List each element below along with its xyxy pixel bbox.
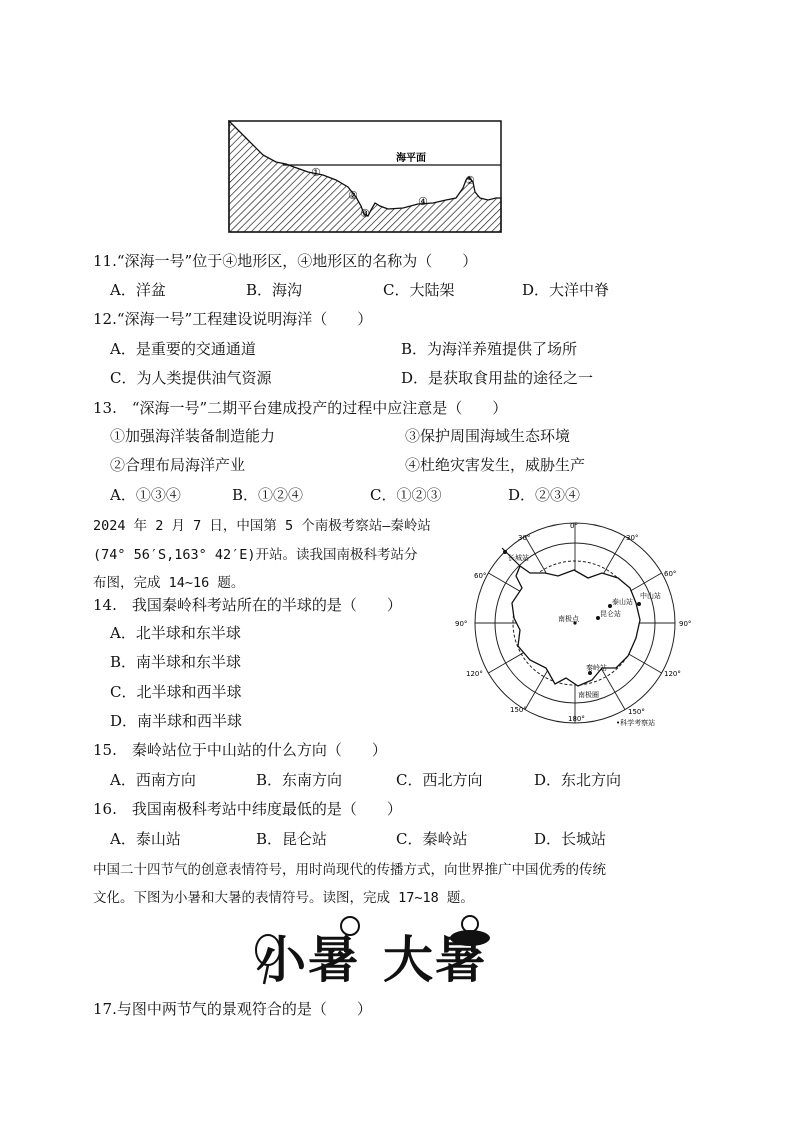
antarctica-outline — [512, 566, 640, 686]
lon-label-90w: 90° — [455, 620, 468, 628]
q16-option-d[interactable]: D．长城站 — [534, 830, 607, 848]
q14-option-b[interactable]: B．南半球和东半球 — [110, 653, 242, 671]
intro17-line-2: 文化。下图为小暑和大暑的表情符号。读图，完成 17~18 题。 — [93, 890, 474, 906]
lon-label-120e: 120° — [664, 670, 681, 678]
q12-option-a[interactable]: A．是重要的交通通道 — [110, 340, 256, 358]
taishan-station-label: 泰山站 — [612, 598, 633, 606]
q13-statement-2: ②合理布局海洋产业 — [110, 456, 246, 474]
intro17-line-1: 中国二十四节气的创意表情符号，用时尚现代的传播方式，向世界推广中国优秀的传统 — [93, 862, 606, 878]
q16-option-b[interactable]: B．昆仑站 — [256, 830, 328, 848]
antarctic-stations-map — [450, 518, 700, 730]
zhongshan-station-label: 中山站 — [640, 592, 661, 600]
q12-option-c[interactable]: C．为人类提供油气资源 — [110, 369, 272, 387]
q12-stem: 12.“深海一号”工程建设说明海洋（ ） — [93, 310, 373, 328]
solar-terms-emoji-image — [248, 912, 498, 988]
q13-stem: 13. “深海一号”二期平台建成投产的过程中应注意是（ ） — [93, 399, 508, 417]
zhongshan-station-dot — [637, 602, 641, 606]
intro14-line-3: 布图，完成 14~16 题。 — [93, 575, 245, 591]
q16-option-a[interactable]: A．泰山站 — [110, 830, 181, 848]
q15-option-c[interactable]: C．西北方向 — [396, 771, 483, 789]
q16-option-c[interactable]: C．秦岭站 — [396, 830, 468, 848]
q11-option-c[interactable]: C．大陆架 — [383, 281, 455, 299]
q11-stem: 11.“深海一号”位于④地形区，④地形区的名称为（ ） — [93, 252, 478, 270]
marker-4: ④ — [418, 195, 428, 208]
q16-stem: 16. 我国南极科考站中纬度最低的是（ ） — [93, 800, 402, 818]
q14-option-a[interactable]: A．北半球和东半球 — [110, 624, 241, 642]
q15-option-d[interactable]: D．东北方向 — [534, 771, 622, 789]
q12-option-b[interactable]: B．为海洋养殖提供了场所 — [401, 340, 578, 358]
q14-option-c[interactable]: C．北半球和西半球 — [110, 683, 242, 701]
south-pole-label: 南极点 — [558, 615, 579, 623]
marker-5: ⑤ — [465, 174, 475, 187]
q14-option-d[interactable]: D．南半球和西半球 — [110, 712, 243, 730]
dashu-label: 大暑 — [383, 931, 487, 989]
lon-label-120w: 120° — [466, 670, 483, 678]
sea-level-label: 海平面 — [396, 153, 426, 164]
ocean-floor-profile-diagram — [228, 120, 502, 233]
q15-option-a[interactable]: A．西南方向 — [110, 771, 196, 789]
q14-stem: 14. 我国秦岭科考站所在的半球的是（ ） — [93, 596, 402, 614]
lon-label-150e: 150° — [628, 708, 645, 716]
q13-option-a[interactable]: A．①③④ — [110, 486, 181, 504]
q11-option-d[interactable]: D．大洋中脊 — [522, 281, 610, 299]
q15-option-b[interactable]: B．东南方向 — [256, 771, 343, 789]
map-legend: •科学考察站 — [616, 719, 656, 727]
q13-option-b[interactable]: B．①②④ — [232, 486, 304, 504]
xiaoshu-label: 小暑 — [256, 931, 360, 989]
q11-option-b[interactable]: B．海沟 — [246, 281, 303, 299]
q13-statement-4: ④杜绝灾害发生，威胁生产 — [405, 456, 586, 474]
q15-stem: 15. 秦岭站位于中山站的什么方向（ ） — [93, 741, 387, 759]
intro14-line-2: (74° 56′S,163° 42′E)开站。读我国南极科考站分 — [93, 547, 418, 563]
lon-label-60e: 60° — [664, 570, 677, 578]
changcheng-station-label: 长城站 — [508, 554, 529, 562]
lon-label-0: 0° — [570, 522, 578, 530]
q12-option-d[interactable]: D．是获取食用盐的途径之一 — [401, 369, 594, 387]
antarctic-circle-label: 南极圈 — [578, 691, 599, 699]
q13-option-d[interactable]: D．②③④ — [508, 486, 581, 504]
lon-label-150w: 150° — [510, 706, 527, 714]
lon-label-30e: 30° — [626, 534, 639, 542]
intro14-line-1: 2024 年 2 月 7 日，中国第 5 个南极考察站—秦岭站 — [93, 518, 431, 534]
kunlun-station-label: 昆仑站 — [600, 610, 621, 618]
q13-option-c[interactable]: C．①②③ — [370, 486, 442, 504]
marker-3: ③ — [360, 207, 370, 220]
lon-label-30w: 30° — [518, 534, 531, 542]
q13-statement-3: ③保护周围海域生态环境 — [405, 427, 571, 445]
lon-label-60w: 60° — [474, 572, 487, 580]
marker-2: ② — [348, 189, 358, 202]
q13-statement-1: ①加强海洋装备制造能力 — [110, 427, 276, 445]
lon-label-180: 180° — [568, 715, 585, 723]
qinling-station-label: 秦岭站 — [586, 664, 607, 672]
q17-stem: 17.与图中两节气的景观符合的是（ ） — [93, 1000, 372, 1018]
q11-option-a[interactable]: A．洋盆 — [110, 281, 166, 299]
changcheng-station-dot — [503, 550, 507, 554]
lon-label-90e: 90° — [679, 620, 692, 628]
marker-1: ① — [311, 166, 321, 179]
